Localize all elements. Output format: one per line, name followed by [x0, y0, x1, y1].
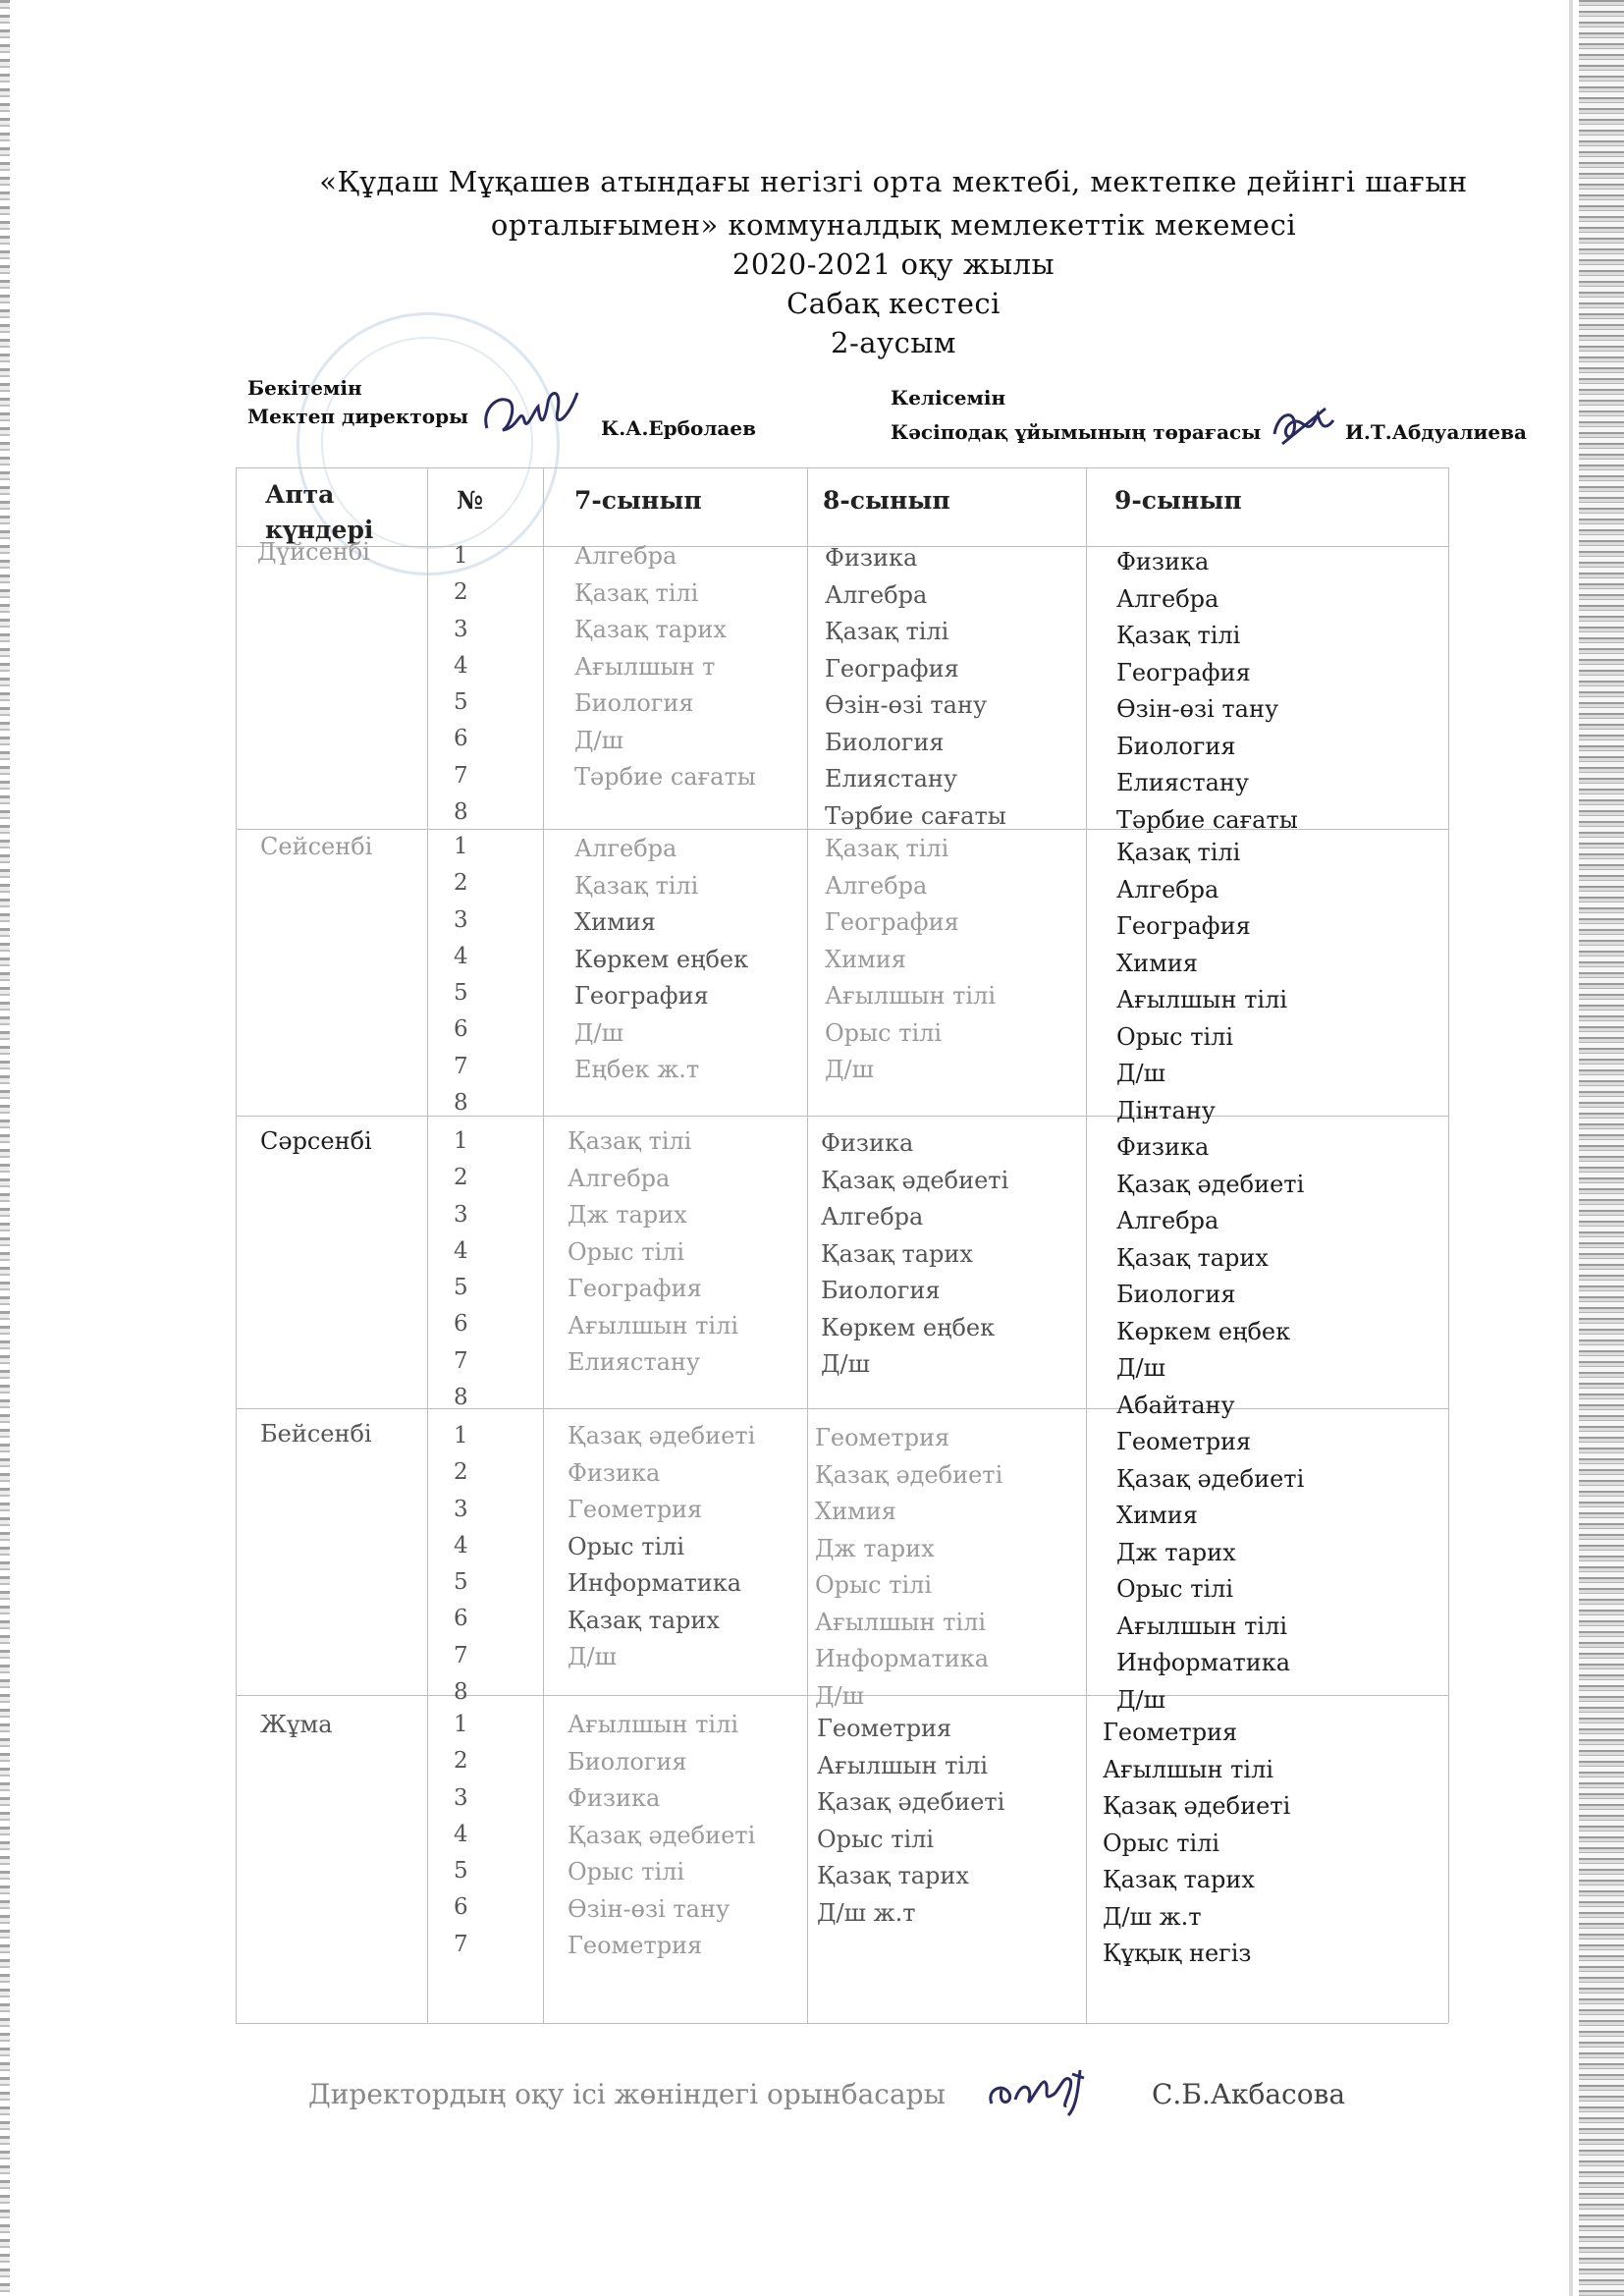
lesson-numbers-wednesday: 1 2 3 4 5 6 7 8	[454, 1128, 468, 1411]
grade8-tuesday-lessons: Қазақ тілі Алгебра География Химия Ағылшын тілі Орыс тілі Д/ш	[825, 835, 996, 1083]
scan-edge-right	[1579, 0, 1624, 2296]
grade7-thursday-lessons: Қазақ әдебиеті Физика Геометрия Орыс тілі Информатика Қазақ тарих Д/ш	[568, 1422, 756, 1670]
grade8-thursday-lessons: Геометрия Қазақ әдебиеті Химия Дж тарих Орыс тілі Ағылшын тілі Информатика Д/ш	[815, 1424, 1003, 1710]
day-monday: Дүйсенбі	[257, 538, 370, 566]
deputy-director-role: Директордың оқу ісі жөніндегі орынбасары	[308, 2078, 946, 2110]
approve-right-label: Келісемін	[891, 386, 1006, 410]
lesson-numbers-monday: 1 2 3 4 5 6 7 8	[454, 543, 468, 826]
header-day-of-week: Апта күндері	[265, 480, 374, 544]
lesson-numbers-tuesday: 1 2 3 4 5 6 7 8	[454, 834, 468, 1117]
lesson-numbers-thursday: 1 2 3 4 5 6 7 8	[454, 1423, 468, 1706]
grade8-monday-lessons: Физика Алгебра Қазақ тілі География Өзін-өзі тану Биология Елиястану Тәрбие сағаты	[825, 544, 1006, 830]
chairman-name: И.Т.Абдуалиева	[1345, 420, 1527, 444]
grade7-friday-lessons: Ағылшын тілі Биология Физика Қазақ әдебиеті Орыс тілі Өзін-өзі тану Геометрия	[568, 1711, 756, 1959]
grade9-wednesday-lessons: Физика Қазақ әдебиеті Алгебра Қазақ тарих Биология Көркем еңбек Д/ш Абайтану	[1116, 1133, 1305, 1419]
lesson-numbers-friday: 1 2 3 4 5 6 7	[454, 1712, 468, 1957]
header-grade-8: 8-сынып	[823, 486, 950, 515]
grade8-wednesday-lessons: Физика Қазақ әдебиеті Алгебра Қазақ тарих Биология Көркем еңбек Д/ш	[821, 1129, 1009, 1378]
header-grade-7: 7-сынып	[574, 486, 702, 515]
grade9-friday-lessons: Геометрия Ағылшын тілі Қазақ әдебиеті Орыс тілі Қазақ тарих Д/ш ж.т Құқық негіз	[1103, 1719, 1291, 1967]
day-wednesday: Сәрсенбі	[260, 1127, 372, 1155]
director-name: К.А.Ерболаев	[601, 416, 756, 440]
grade7-tuesday-lessons: Алгебра Қазақ тілі Химия Көркем еңбек География Д/ш Еңбек ж.т	[574, 835, 749, 1083]
deputy-signature-icon	[982, 2060, 1098, 2121]
chairman-signature-icon	[1269, 401, 1337, 452]
day-tuesday: Сейсенбі	[260, 833, 373, 860]
day-friday: Жұма	[260, 1711, 333, 1738]
approve-right-role: Кәсіподақ ұйымының төрағасы	[891, 420, 1262, 444]
schedule-table	[236, 467, 1448, 2023]
grade7-monday-lessons: Алгебра Қазақ тілі Қазақ тарих Ағылшын т Биология Д/ш Тәрбие сағаты	[574, 542, 756, 791]
grade9-tuesday-lessons: Қазақ тілі Алгебра География Химия Ағылшын тілі Орыс тілі Д/ш Дінтану	[1116, 839, 1287, 1124]
deputy-director-name: С.Б.Акбасова	[1152, 2078, 1346, 2110]
scan-edge-left	[0, 0, 10, 2296]
grade7-wednesday-lessons: Қазақ тілі Алгебра Дж тарих Орыс тілі География Ағылшын тілі Елиястану	[568, 1127, 738, 1376]
approve-left-label: Бекітемін	[247, 376, 362, 400]
grade9-monday-lessons: Физика Алгебра Қазақ тілі География Өзін-өзі тану Биология Елиястану Тәрбие сағаты	[1116, 548, 1298, 834]
grade9-thursday-lessons: Геометрия Қазақ әдебиеті Химия Дж тарих Орыс тілі Ағылшын тілі Информатика Д/ш	[1116, 1428, 1305, 1714]
academic-year: 2020-2021 оқу жылы	[731, 247, 1056, 281]
header-lesson-number: №	[457, 486, 484, 515]
document-title: Сабақ кестесі	[786, 287, 1001, 320]
grade8-friday-lessons: Геометрия Ағылшын тілі Қазақ әдебиеті Орыс тілі Қазақ тарих Д/ш ж.т	[817, 1715, 1005, 1927]
scan-edge-line	[1569, 0, 1573, 2296]
approve-left-role: Мектеп директоры	[247, 405, 469, 428]
day-thursday: Бейсенбі	[260, 1420, 372, 1448]
header-grade-9: 9-сынып	[1114, 486, 1242, 515]
school-name-line1: «Құдаш Мұқашев атындағы негізгі орта мектебі, мектепке дейінгі шағын	[319, 165, 1468, 198]
school-name-line2: орталығымен» коммуналдық мемлекеттік мекемесі	[490, 208, 1297, 242]
director-signature-icon	[479, 381, 582, 445]
shift-label: 2-аусым	[831, 326, 956, 359]
